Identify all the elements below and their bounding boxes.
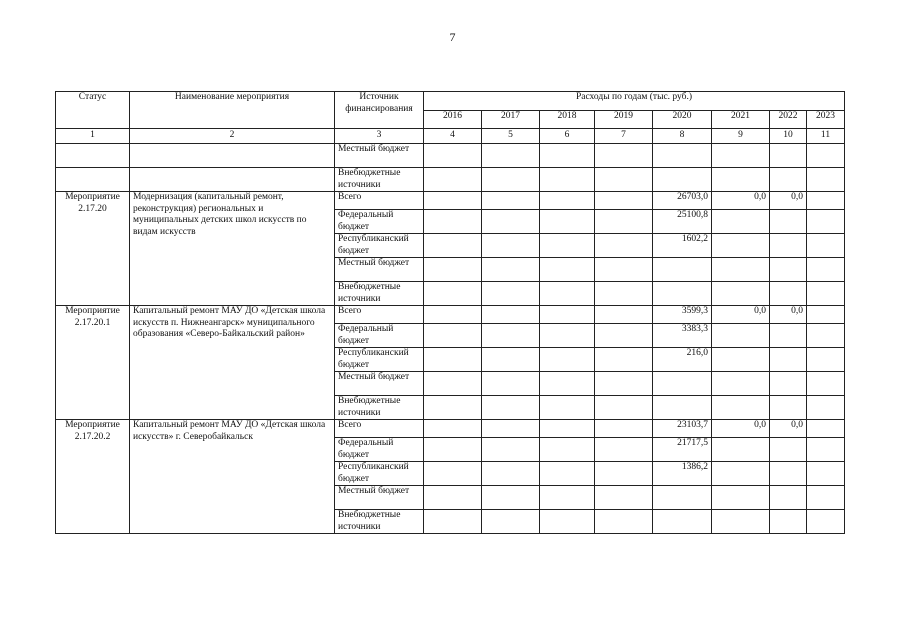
value-cell	[424, 234, 482, 258]
value-cell	[424, 144, 482, 168]
funding-source-cell: Внебюджетные источники	[335, 510, 424, 534]
value-cell: 0,0	[712, 420, 770, 438]
funding-source-cell: Внебюджетные источники	[335, 282, 424, 306]
value-cell	[482, 324, 540, 348]
value-cell	[540, 144, 595, 168]
value-cell	[595, 372, 653, 396]
value-cell	[807, 192, 845, 210]
column-number: 9	[712, 129, 770, 144]
value-cell	[482, 258, 540, 282]
value-cell	[540, 168, 595, 192]
value-cell: 25100,8	[653, 210, 712, 234]
value-cell	[424, 420, 482, 438]
value-cell	[424, 510, 482, 534]
column-number: 5	[482, 129, 540, 144]
value-cell	[482, 510, 540, 534]
value-cell	[807, 234, 845, 258]
header-event-name: Наименование мероприятия	[130, 92, 335, 129]
value-cell	[482, 192, 540, 210]
value-cell	[807, 282, 845, 306]
value-cell	[540, 234, 595, 258]
value-cell	[482, 438, 540, 462]
value-cell	[595, 486, 653, 510]
value-cell	[595, 420, 653, 438]
value-cell	[770, 348, 807, 372]
value-cell	[653, 486, 712, 510]
value-cell	[540, 210, 595, 234]
value-cell	[424, 396, 482, 420]
funding-source-cell: Местный бюджет	[335, 144, 424, 168]
funding-source-cell: Всего	[335, 306, 424, 324]
page-number: 7	[449, 30, 456, 44]
funding-source-cell: Федеральный бюджет	[335, 438, 424, 462]
column-number: 11	[807, 129, 845, 144]
value-cell	[482, 168, 540, 192]
header-status: Статус	[56, 92, 130, 129]
value-cell	[424, 258, 482, 282]
value-cell	[424, 462, 482, 486]
value-cell	[595, 462, 653, 486]
value-cell	[653, 510, 712, 534]
value-cell	[424, 348, 482, 372]
value-cell	[807, 420, 845, 438]
value-cell	[807, 258, 845, 282]
column-number: 10	[770, 129, 807, 144]
value-cell	[712, 168, 770, 192]
header-year: 2022	[770, 111, 807, 129]
funding-source-cell: Всего	[335, 192, 424, 210]
value-cell: 3599,3	[653, 306, 712, 324]
value-cell	[595, 192, 653, 210]
value-cell	[482, 372, 540, 396]
column-number: 8	[653, 129, 712, 144]
table-row	[56, 144, 845, 168]
value-cell	[595, 324, 653, 348]
column-number: 6	[540, 129, 595, 144]
status-cell: Мероприятие 2.17.20.1	[56, 306, 130, 420]
value-cell	[482, 210, 540, 234]
value-cell	[770, 234, 807, 258]
value-cell: 21717,5	[653, 438, 712, 462]
value-cell	[595, 144, 653, 168]
value-cell	[540, 486, 595, 510]
value-cell	[807, 510, 845, 534]
value-cell	[482, 462, 540, 486]
value-cell	[807, 396, 845, 420]
value-cell	[807, 324, 845, 348]
funding-source-cell: Республиканский бюджет	[335, 234, 424, 258]
value-cell	[807, 210, 845, 234]
funding-source-cell: Местный бюджет	[335, 486, 424, 510]
event-name-cell	[130, 168, 335, 192]
header-year: 2020	[653, 111, 712, 129]
header-year: 2021	[712, 111, 770, 129]
value-cell: 1602,2	[653, 234, 712, 258]
value-cell	[424, 192, 482, 210]
funding-source-cell: Республиканский бюджет	[335, 348, 424, 372]
value-cell	[653, 258, 712, 282]
value-cell: 0,0	[712, 192, 770, 210]
value-cell	[540, 438, 595, 462]
value-cell	[770, 396, 807, 420]
value-cell	[595, 168, 653, 192]
value-cell	[770, 258, 807, 282]
funding-source-cell: Местный бюджет	[335, 372, 424, 396]
value-cell	[424, 486, 482, 510]
column-number: 7	[595, 129, 653, 144]
value-cell	[770, 210, 807, 234]
value-cell	[712, 258, 770, 282]
event-name-cell: Капитальный ремонт МАУ ДО «Детская школа искусств п. Нижнеангарск» муниципального образования «Северо-Байкальский район»	[130, 306, 335, 420]
value-cell	[424, 372, 482, 396]
table-row	[56, 420, 845, 438]
header-funding-source: Источник финансирования	[335, 92, 424, 129]
column-number: 2	[130, 129, 335, 144]
value-cell	[807, 348, 845, 372]
value-cell	[424, 324, 482, 348]
value-cell	[712, 144, 770, 168]
value-cell: 216,0	[653, 348, 712, 372]
value-cell: 26703,0	[653, 192, 712, 210]
value-cell	[540, 372, 595, 396]
table-row	[56, 192, 845, 210]
value-cell	[807, 462, 845, 486]
value-cell	[482, 486, 540, 510]
funding-source-cell: Местный бюджет	[335, 258, 424, 282]
status-cell	[56, 168, 130, 192]
value-cell	[653, 144, 712, 168]
status-cell: Мероприятие 2.17.20.2	[56, 420, 130, 534]
value-cell	[595, 438, 653, 462]
value-cell	[712, 396, 770, 420]
value-cell	[595, 510, 653, 534]
funding-source-cell: Внебюджетные источники	[335, 168, 424, 192]
funding-source-cell: Всего	[335, 420, 424, 438]
value-cell	[540, 462, 595, 486]
value-cell	[807, 438, 845, 462]
value-cell	[807, 372, 845, 396]
value-cell	[540, 192, 595, 210]
column-number: 4	[424, 129, 482, 144]
value-cell: 0,0	[770, 192, 807, 210]
value-cell	[770, 282, 807, 306]
value-cell	[424, 168, 482, 192]
value-cell	[807, 486, 845, 510]
event-name-cell	[130, 144, 335, 168]
value-cell	[770, 438, 807, 462]
value-cell	[770, 486, 807, 510]
value-cell	[653, 372, 712, 396]
event-name-cell: Модернизация (капитальный ремонт, реконструкция) региональных и муниципальных детских школ искусств по видам искусств	[130, 192, 335, 306]
value-cell	[712, 324, 770, 348]
value-cell	[653, 282, 712, 306]
table-row	[56, 168, 845, 192]
value-cell	[540, 306, 595, 324]
header-year: 2019	[595, 111, 653, 129]
value-cell	[807, 306, 845, 324]
value-cell: 0,0	[770, 420, 807, 438]
value-cell	[770, 510, 807, 534]
value-cell	[482, 306, 540, 324]
value-cell: 0,0	[712, 306, 770, 324]
funding-source-cell: Республиканский бюджет	[335, 462, 424, 486]
value-cell	[540, 258, 595, 282]
table-row	[56, 306, 845, 324]
value-cell	[424, 282, 482, 306]
value-cell	[770, 168, 807, 192]
value-cell	[712, 210, 770, 234]
value-cell	[712, 486, 770, 510]
value-cell: 3383,3	[653, 324, 712, 348]
value-cell	[770, 324, 807, 348]
value-cell	[424, 438, 482, 462]
funding-source-cell: Федеральный бюджет	[335, 324, 424, 348]
value-cell	[540, 348, 595, 372]
header-year: 2017	[482, 111, 540, 129]
funding-source-cell: Федеральный бюджет	[335, 210, 424, 234]
value-cell	[653, 396, 712, 420]
value-cell	[540, 420, 595, 438]
column-number: 3	[335, 129, 424, 144]
value-cell	[807, 144, 845, 168]
value-cell	[807, 168, 845, 192]
value-cell	[482, 234, 540, 258]
header-year: 2023	[807, 111, 845, 129]
value-cell	[424, 210, 482, 234]
value-cell	[595, 258, 653, 282]
value-cell: 23103,7	[653, 420, 712, 438]
value-cell	[595, 348, 653, 372]
value-cell: 0,0	[770, 306, 807, 324]
column-number: 1	[56, 129, 130, 144]
value-cell	[595, 210, 653, 234]
value-cell	[595, 234, 653, 258]
header-expenses-by-year: Расходы по годам (тыс. руб.)	[424, 92, 845, 111]
value-cell	[482, 282, 540, 306]
value-cell	[540, 282, 595, 306]
budget-table	[55, 91, 845, 534]
value-cell	[770, 462, 807, 486]
value-cell	[770, 372, 807, 396]
event-name-cell: Капитальный ремонт МАУ ДО «Детская школа искусств» г. Северобайкальск	[130, 420, 335, 534]
value-cell	[712, 510, 770, 534]
value-cell	[595, 396, 653, 420]
value-cell	[540, 324, 595, 348]
header-year: 2018	[540, 111, 595, 129]
status-cell: Мероприятие 2.17.20	[56, 192, 130, 306]
value-cell	[712, 348, 770, 372]
value-cell	[540, 510, 595, 534]
value-cell: 1386,2	[653, 462, 712, 486]
value-cell	[482, 420, 540, 438]
value-cell	[482, 396, 540, 420]
value-cell	[482, 144, 540, 168]
value-cell	[595, 306, 653, 324]
value-cell	[712, 438, 770, 462]
value-cell	[482, 348, 540, 372]
value-cell	[712, 462, 770, 486]
value-cell	[595, 282, 653, 306]
value-cell	[770, 144, 807, 168]
value-cell	[540, 396, 595, 420]
value-cell	[653, 168, 712, 192]
funding-source-cell: Внебюджетные источники	[335, 396, 424, 420]
value-cell	[712, 234, 770, 258]
value-cell	[424, 306, 482, 324]
value-cell	[712, 372, 770, 396]
status-cell	[56, 144, 130, 168]
header-year: 2016	[424, 111, 482, 129]
value-cell	[712, 282, 770, 306]
